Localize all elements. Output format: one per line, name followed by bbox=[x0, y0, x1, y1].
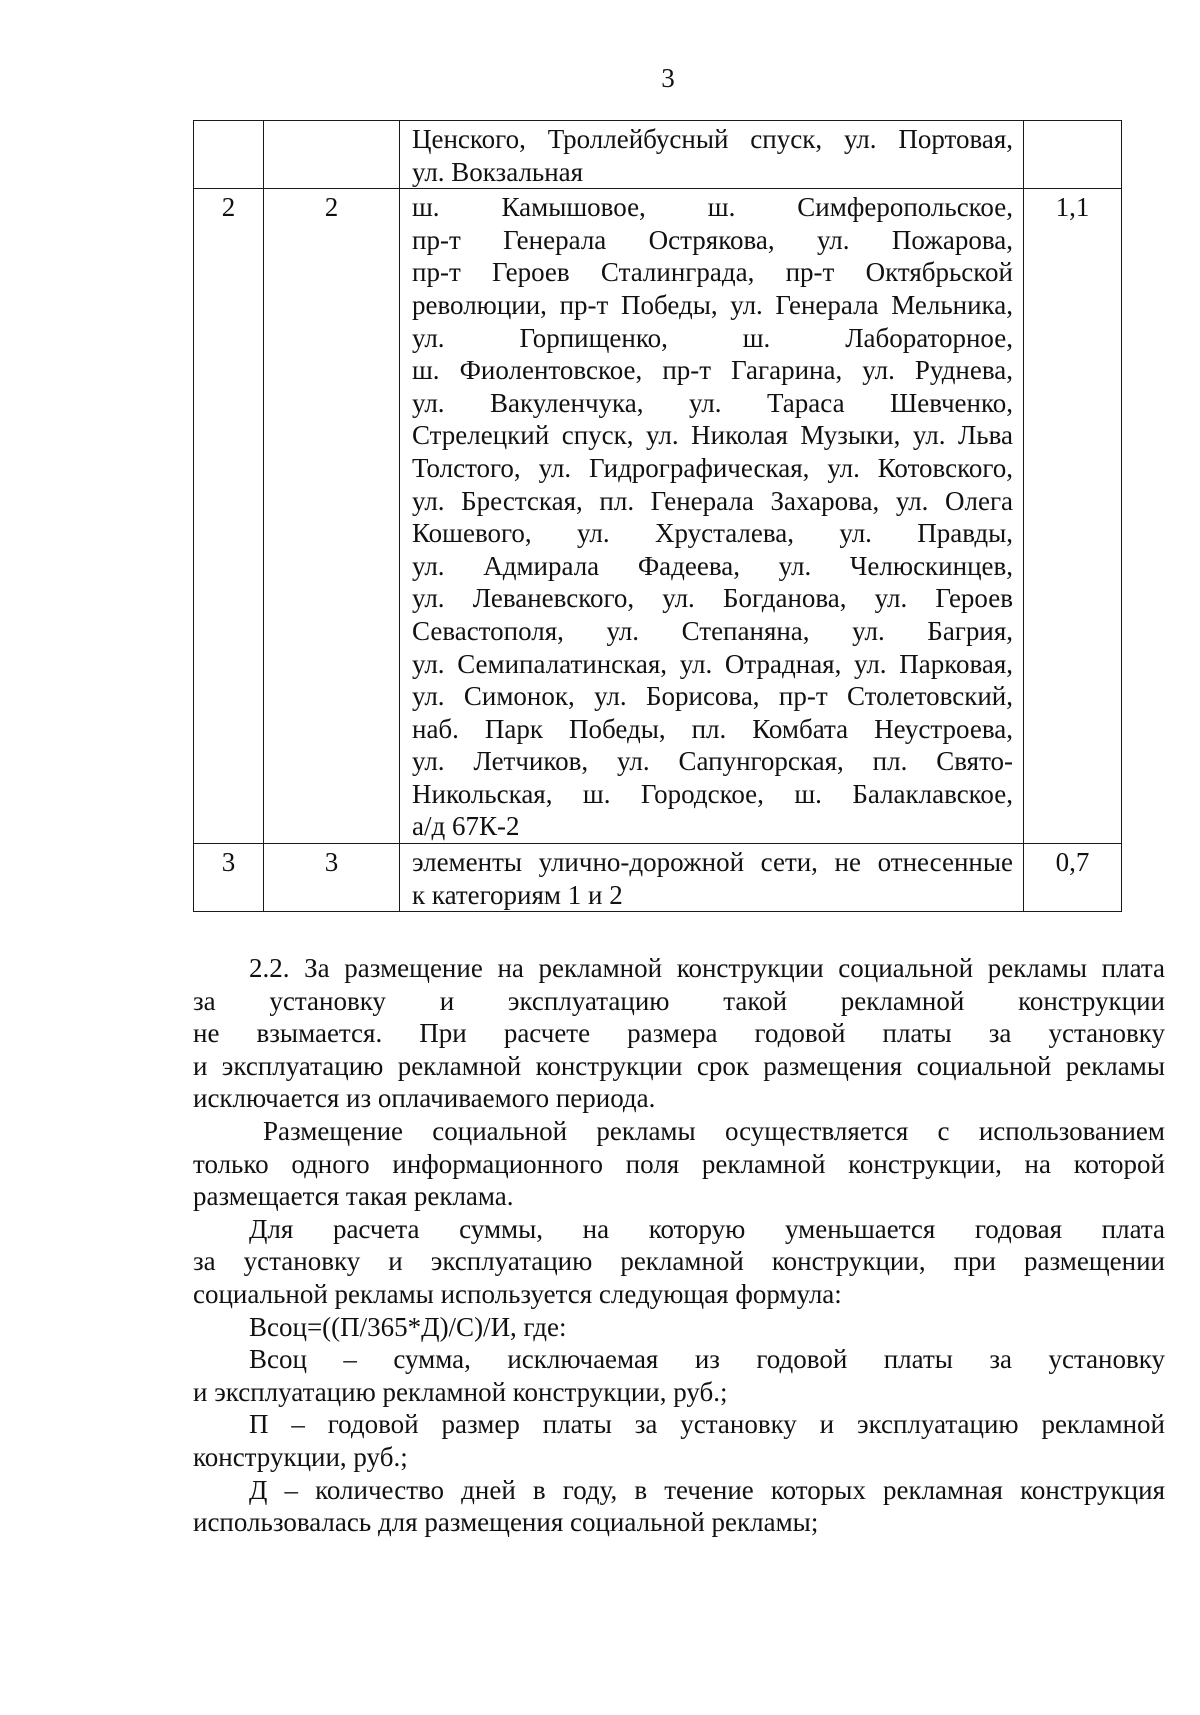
page-number: 3 bbox=[661, 63, 675, 93]
street-line: Ценского, Троллейбусный спуск, ул. Портовая, bbox=[412, 124, 1013, 154]
streets-cell bbox=[400, 121, 1024, 189]
text-line: Для расчета суммы, на которую уменьшается годовая плата bbox=[249, 1213, 1165, 1244]
street-line: ул. Симонок, ул. Борисова, пр-т Столетовский, bbox=[412, 681, 1013, 712]
paragraph-2-2 bbox=[193, 952, 1165, 1115]
text-line: Д – количество дней в году, в течение которых рекламная конструкция bbox=[249, 1474, 1165, 1505]
category-cell: 3 bbox=[264, 844, 400, 912]
street-line: ул. Вокзальная bbox=[412, 156, 584, 187]
paragraph-p-definition bbox=[193, 1408, 1165, 1473]
street-line: пр-т Героев Сталинграда, пр-т Октябрьской bbox=[412, 257, 1013, 288]
text-line: размещается такая реклама. bbox=[193, 1181, 514, 1212]
street-line: ул. Летчиков, ул. Сапунгорская, пл. Свято- bbox=[412, 746, 1013, 777]
street-line: Севастополя, ул. Степаняна, ул. Багрия, bbox=[412, 615, 1013, 646]
coefficient-cell: 0,7 bbox=[1024, 844, 1122, 912]
text-line: и эксплуатацию рекламной конструкции срок размещения социальной рекламы bbox=[193, 1050, 1165, 1081]
paragraph-vsoc-definition bbox=[193, 1343, 1165, 1408]
category-cell: 2 bbox=[264, 189, 400, 844]
street-category-table bbox=[193, 120, 1122, 912]
text-line: Размещение социальной рекламы осуществляется с использованием bbox=[263, 1115, 1165, 1146]
paragraph-formula-intro bbox=[193, 1213, 1165, 1311]
text-line: использовалась для размещения социальной рекламы; bbox=[193, 1507, 819, 1538]
text-line: 2.2. За размещение на рекламной конструкции социальной рекламы плата bbox=[249, 953, 1165, 983]
category-cell bbox=[264, 121, 400, 189]
coefficient-cell bbox=[1024, 121, 1122, 189]
text-line: Всоц – сумма, исключаемая из годовой платы за установку bbox=[249, 1344, 1165, 1375]
text-line: только одного информационного поля рекламной конструкции, на которой bbox=[193, 1148, 1165, 1179]
row-number-cell: 3 bbox=[194, 844, 264, 912]
paragraph-d-definition bbox=[193, 1474, 1165, 1539]
street-line: ш. Камышовое, ш. Симферопольское, bbox=[412, 192, 1013, 223]
coefficient-cell: 1,1 bbox=[1024, 189, 1122, 844]
street-line: элементы улично-дорожной сети, не отнесенные bbox=[412, 847, 1013, 878]
table-row bbox=[194, 189, 1122, 844]
street-line: ул. Горпищенко, ш. Лабораторное, bbox=[412, 322, 1013, 353]
street-line: ул. Вакуленчука, ул. Тараса Шевченко, bbox=[412, 387, 1013, 418]
text-line: не взымается. При расчете размера годовой платы за установку bbox=[193, 1018, 1165, 1049]
street-line: ул. Брестская, пл. Генерала Захарова, ул. Олега bbox=[412, 485, 1013, 516]
text-line: конструкции, руб.; bbox=[193, 1441, 408, 1472]
table-row bbox=[194, 121, 1122, 189]
text-line: исключается из оплачиваемого периода. bbox=[193, 1083, 656, 1114]
street-line: Никольская, ш. Городское, ш. Балаклавское, bbox=[412, 778, 1013, 809]
streets-cell bbox=[400, 189, 1024, 844]
street-line: ул. Адмирала Фадеева, ул. Челюскинцев, bbox=[412, 550, 1013, 581]
street-line: наб. Парк Победы, пл. Комбата Неустроева, bbox=[412, 713, 1013, 744]
streets-cell bbox=[400, 844, 1024, 912]
street-line: ш. Фиолентовское, пр-т Гагарина, ул. Руднева, bbox=[412, 355, 1013, 386]
text-line: социальной рекламы используется следующая формула: bbox=[193, 1278, 842, 1309]
street-line: ул. Семипалатинская, ул. Отрадная, ул. Парковая, bbox=[412, 648, 1013, 679]
table-row bbox=[194, 844, 1122, 912]
street-line: революции, пр-т Победы, ул. Генерала Мельника, bbox=[412, 289, 1013, 320]
formula: Всоц=((П/365*Д)/С)/И, где: bbox=[249, 1311, 567, 1342]
text-line: П – годовой размер платы за установку и эксплуатацию рекламной bbox=[249, 1409, 1165, 1440]
document-body bbox=[193, 952, 1165, 1539]
street-line: Толстого, ул. Гидрографическая, ул. Котовского, bbox=[412, 452, 1013, 483]
street-line: пр-т Генерала Острякова, ул. Пожарова, bbox=[412, 224, 1013, 255]
text-line: и эксплуатацию рекламной конструкции, руб.; bbox=[193, 1376, 728, 1407]
street-line: а/д 67К-2 bbox=[412, 811, 520, 842]
row-number-cell: 2 bbox=[194, 189, 264, 844]
row-number-cell bbox=[194, 121, 264, 189]
street-line: Кошевого, ул. Хрусталева, ул. Правды, bbox=[412, 518, 1013, 549]
street-line: к категориям 1 и 2 bbox=[412, 879, 623, 910]
street-line: ул. Леваневского, ул. Богданова, ул. Героев bbox=[412, 583, 1013, 614]
paragraph-social-ad-field bbox=[193, 1115, 1165, 1213]
text-line: за установку и эксплуатацию рекламной конструкции, при размещении bbox=[193, 1246, 1165, 1277]
text-line: за установку и эксплуатацию такой рекламной конструкции bbox=[193, 985, 1165, 1016]
street-line: Стрелецкий спуск, ул. Николая Музыки, ул. Льва bbox=[412, 420, 1013, 451]
